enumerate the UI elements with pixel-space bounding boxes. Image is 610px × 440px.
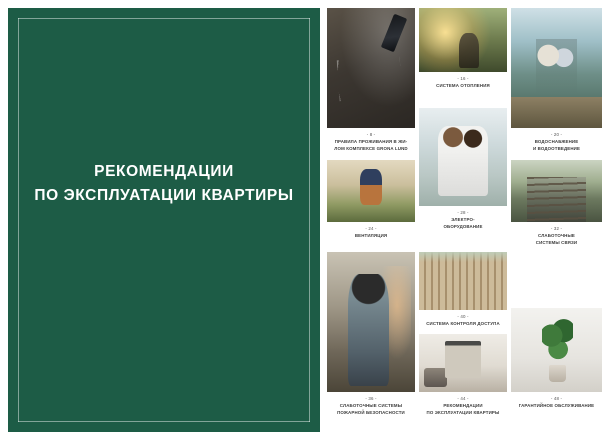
tile-water-number: - 20 - [550, 132, 563, 137]
cover-border-bottom [18, 421, 310, 422]
tile-access-control[interactable] [419, 252, 507, 310]
tile-apartment-recommendations-number: - 44 - [457, 396, 469, 401]
chalkboard-writing-photo [327, 8, 415, 128]
cover-border-left [18, 18, 19, 422]
tile-ventilation-caption [327, 226, 415, 240]
couple-portrait-photo [419, 108, 507, 206]
tile-chalkboard[interactable] [327, 8, 415, 128]
tile-lowcurrent-label-2: СИСТЕМЫ СВЯЗИ [535, 239, 578, 245]
cover-border-top [18, 18, 310, 19]
tile-lowcurrent-caption [511, 226, 602, 246]
tile-chalkboard-number: - 8 - [366, 132, 376, 137]
tile-lowcurrent-label-1: СЛАБОТОЧНЫЕ [537, 233, 575, 239]
child-on-swing-photo [327, 160, 415, 222]
tile-lowcurrent[interactable] [511, 160, 602, 222]
tile-water[interactable] [511, 8, 602, 128]
tile-electrical-caption [419, 210, 507, 230]
tile-chalkboard-label-1: ПРАВИЛА ПРОЖИВАНИЯ В ЖИ- [334, 139, 408, 145]
tile-apartment-recommendations-label-2: ПО ЭКСПЛУАТАЦИИ КВАРТИРЫ [426, 409, 500, 415]
tile-warranty-label-1: ГАРАНТИЙНОЕ ОБСЛУЖИВАНИЕ [518, 403, 595, 409]
tile-heating-label-1: СИСТЕМА ОТОПЛЕНИЯ [436, 83, 490, 89]
tile-warranty-number: - 48 - [550, 396, 563, 401]
tile-apartment-recommendations-caption [419, 396, 507, 416]
tile-electrical-label-1: ЭЛЕКТРО- [451, 217, 475, 223]
tile-electrical[interactable] [419, 108, 507, 206]
children-on-dock-photo [511, 8, 602, 128]
tile-fire-safety-number: - 36 - [365, 396, 377, 401]
tile-apartment-recommendations-label-1: РЕКОМЕНДАЦИИ [443, 403, 483, 409]
family-outdoors-sunset-photo [419, 8, 507, 72]
worker-with-dust-photo [327, 252, 415, 392]
tile-fire-safety-label-1: СЛАБОТОЧНЫЕ СИСТЕМЫ [339, 403, 403, 409]
tile-water-label-2: И ВОДООТВЕДЕНИЕ [532, 145, 581, 151]
tile-warranty-caption [511, 396, 602, 410]
tile-fire-safety[interactable] [327, 252, 415, 392]
tile-electrical-number: - 28 - [457, 210, 469, 215]
tile-access-control-label-1: СИСТЕМА КОНТРОЛЯ ДОСТУПА [426, 321, 500, 327]
wooden-fence-photo [419, 252, 507, 310]
tile-water-label-1: ВОДОСНАБЖЕНИЕ [534, 139, 579, 145]
tile-fire-safety-label-2: ПОЖАРНОЙ БЕЗОПАСНОСТИ [337, 409, 405, 415]
tile-access-control-number: - 40 - [457, 314, 469, 319]
cover-border-right [309, 18, 310, 422]
tile-water-caption [511, 132, 602, 152]
cover-title-line-1: РЕКОМЕНДАЦИИ [94, 163, 234, 180]
tile-chalkboard-label-2: ЛОМ КОМПЛЕКСЕ GRONA LUND [334, 145, 408, 151]
cover-panel [8, 8, 320, 432]
tile-ventilation-label-1: ВЕНТИЛЯЦИЯ [354, 233, 388, 239]
railway-tracks-photo [511, 160, 602, 222]
tile-electrical-label-2: ОБОРУДОВАНИЕ [443, 223, 483, 229]
tile-chalkboard-caption [327, 132, 415, 152]
cover-title [8, 160, 320, 208]
tile-apartment-recommendations[interactable] [419, 334, 507, 392]
tile-heating-number: - 16 - [457, 76, 469, 81]
tile-ventilation-number: - 24 - [365, 226, 377, 231]
tile-ventilation[interactable] [327, 160, 415, 222]
contents-grid [327, 8, 602, 432]
interior-room-photo [419, 334, 507, 392]
tile-lowcurrent-number: - 32 - [550, 226, 563, 231]
tile-access-control-caption [419, 314, 507, 328]
tile-heating[interactable] [419, 8, 507, 72]
tile-warranty[interactable] [511, 308, 602, 392]
tile-fire-safety-caption [327, 396, 415, 416]
cover-title-line-2: ПО ЭКСПЛУАТАЦИИ КВАРТИРЫ [34, 187, 294, 205]
tile-heating-caption [419, 76, 507, 90]
potted-plant-photo [511, 308, 602, 392]
